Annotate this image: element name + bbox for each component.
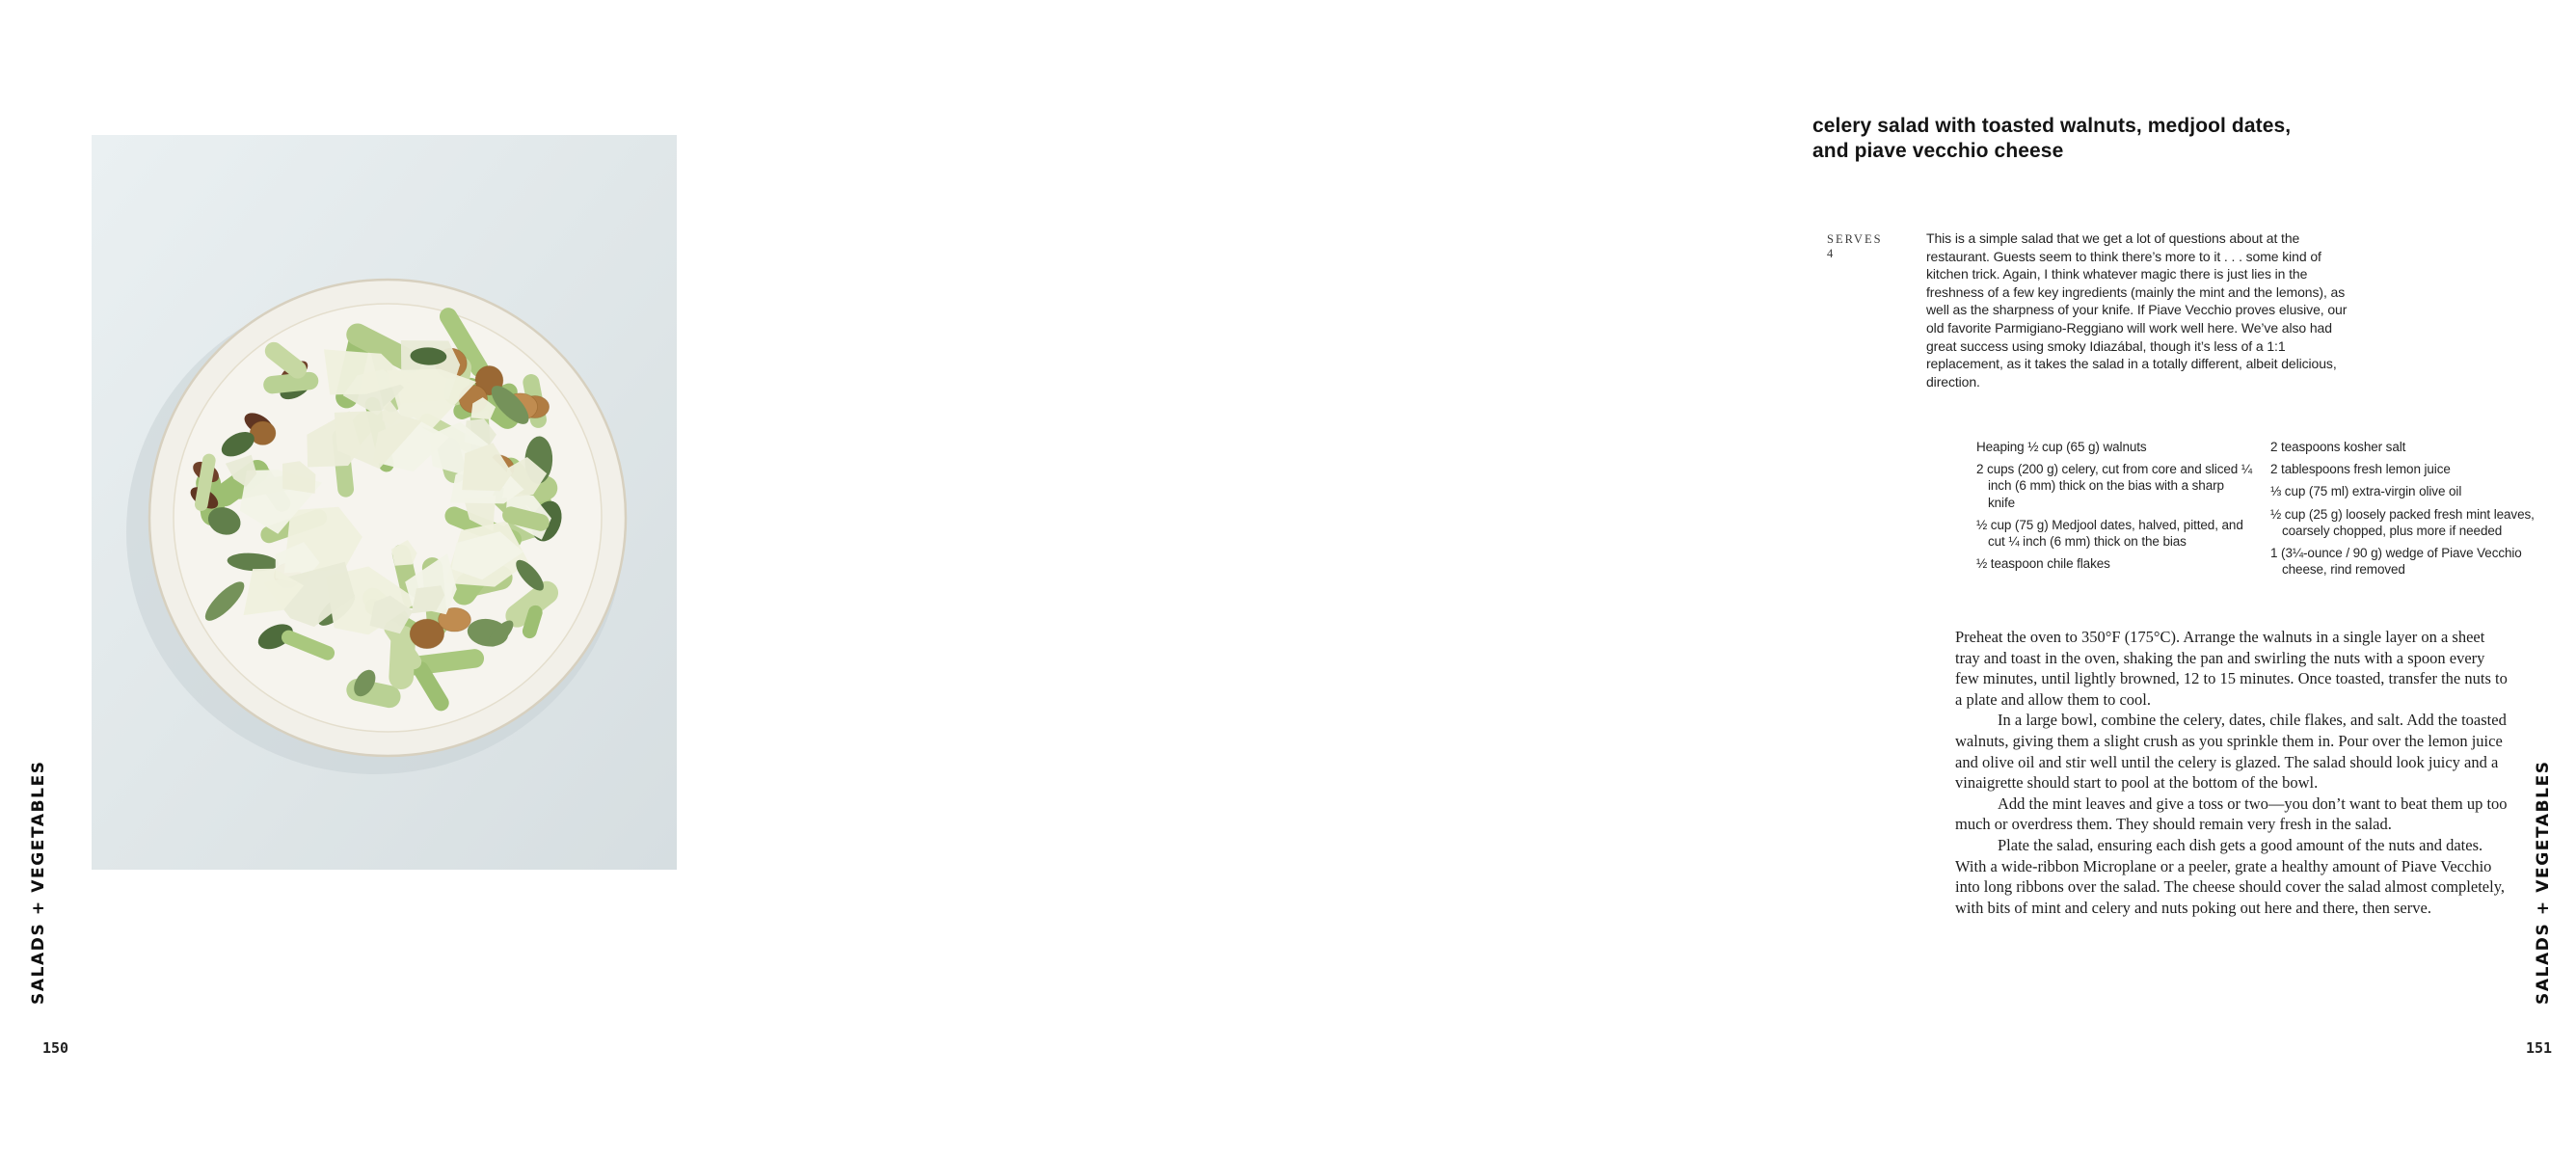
page-number-left: 150	[42, 1039, 69, 1057]
instruction-paragraph: Add the mint leaves and give a toss or two—you don’t want to beat them up too much or overdress them. They should remain very fresh in the salad.	[1955, 794, 2508, 834]
ingredient-item: ½ cup (25 g) loosely packed fresh mint leaves, coarsely chopped, plus more if needed	[2270, 506, 2535, 538]
left-page	[0, 0, 868, 1157]
ingredient-item: 1 (3¼-ounce / 90 g) wedge of Piave Vecchio cheese, rind removed	[2270, 546, 2522, 578]
ingredients-column-2	[2270, 439, 2562, 583]
ingredient-item: ½ teaspoon chile flakes	[1976, 556, 2110, 572]
ingredients-column-1	[1976, 439, 2254, 578]
recipe-title-line2: and piave vecchio cheese	[1812, 139, 2064, 162]
instructions	[1955, 627, 2512, 918]
ingredient-item: 2 cups (200 g) celery, cut from core and sliced ¼ inch (6 mm) thick on the bias with a sharp knife	[1976, 462, 2252, 510]
sidebar-label-left: SALADS + VEGETABLES	[29, 760, 48, 1005]
recipe-title	[1812, 114, 2291, 163]
ingredient-item: 2 tablespoons fresh lemon juice	[2270, 462, 2451, 477]
instruction-paragraph: Plate the salad, ensuring each dish gets a good amount of the nuts and dates. With a wide-ribbon Microplane or a peeler, grate a healthy amount of Piave Vecchio into long ribbons over the salad. The cheese should cover the salad almost completely, with bits of mint and celery and nuts poking out here and there, then serve.	[1955, 835, 2506, 917]
recipe-intro: This is a simple salad that we get a lot of questions about at the restaurant. Guests seem to think there’s more to it . . . some kind of kitchen trick. Again, I think whatever magic there is just lies in the freshness of a few key ingredients (mainly the mint and the lemons), as well as the sharpness of your knife. If Piave Vecchio proves elusive, our old favorite Parmigiano-Reggiano will work well here. We’ve also had great success using smoky Idiazábal, though it’s less of a 1:1 replacement, as it takes the salad in a totally different, albeit delicious, direction.	[1926, 230, 2348, 390]
recipe-title-line1: celery salad with toasted walnuts, medjool dates,	[1812, 115, 2292, 137]
ingredient-item: ⅓ cup (75 ml) extra-virgin olive oil	[2270, 484, 2462, 499]
sidebar-label-right: SALADS + VEGETABLES	[2534, 760, 2553, 1005]
page-number-right: 151	[2526, 1039, 2553, 1057]
salad-photo	[92, 135, 677, 870]
instruction-paragraph: In a large bowl, combine the celery, dates, chile flakes, and salt. Add the toasted walnuts, giving them a slight crush as you sprinkle them in. Pour over the lemon juice and olive oil and stir well until the celery is glazed. The salad should look juicy and a vinaigrette should start to pool at the bottom of the bowl.	[1955, 711, 2507, 793]
ingredient-item: Heaping ½ cup (65 g) walnuts	[1976, 440, 2147, 454]
serves-label: SERVES 4	[1827, 232, 1883, 260]
ingredient-item: ½ cup (75 g) Medjool dates, halved, pitted, and cut ¼ inch (6 mm) thick on the bias	[1976, 517, 2243, 550]
instruction-paragraph: Preheat the oven to 350°F (175°C). Arrange the walnuts in a single layer on a sheet tray and toast in the oven, shaking the pan and swirling the nuts with a spoon every few minutes, until lightly browned, 12 to 15 minutes. Once toasted, transfer the nuts to a plate and allow them to cool.	[1955, 628, 2508, 709]
ingredient-item: 2 teaspoons kosher salt	[2270, 440, 2406, 454]
right-page	[868, 0, 2553, 1157]
